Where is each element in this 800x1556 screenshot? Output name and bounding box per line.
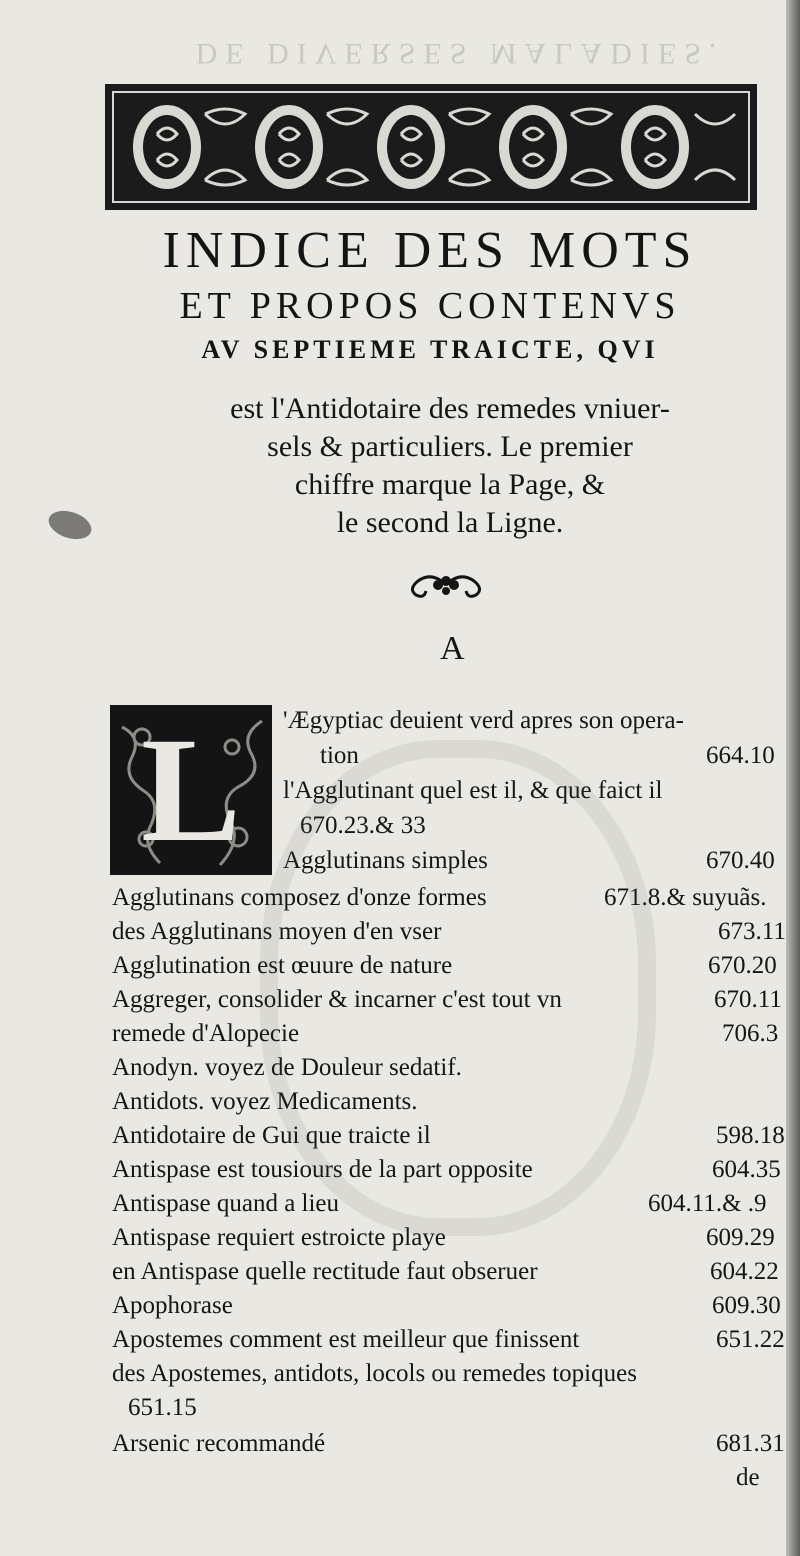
index-entry-ref: 604.22 [710, 1258, 779, 1285]
show-through-running-head: DE DIVERSES MALADIES. [195, 37, 725, 70]
index-entry-text: Agglutinans simples [283, 847, 488, 874]
initial-letter-glyph: L [140, 707, 242, 873]
section-letter: A [440, 630, 465, 667]
index-entry-text: Antidots. voyez Medicaments. [112, 1088, 418, 1115]
subtitle-line: est l'Antidotaire des remedes vniuer- [230, 392, 670, 425]
index-entry-text: 670.23.& 33 [300, 812, 426, 839]
index-entry-text: Agglutination est œuure de nature [112, 952, 453, 979]
index-entry-text: Apostemes comment est meilleur que finissent [112, 1326, 580, 1353]
index-subtitle [150, 390, 750, 542]
title-line-3: AV SEPTIEME TRAICTE, QVI [201, 335, 659, 364]
index-entry-text: remede d'Alopecie [112, 1020, 300, 1047]
show-through-bleed [260, 740, 656, 1236]
index-entry-ref: 604.11.& .9 [648, 1190, 767, 1217]
page-edge-shadow [786, 0, 800, 1556]
index-entry-ref: 604.35 [712, 1156, 781, 1183]
index-entry-text: des Agglutinans moyen d'en vser [112, 918, 442, 945]
index-entry-text: Arsenic recommandé [112, 1430, 326, 1457]
index-entry-text: Antispase est tousiours de la part opposite [112, 1156, 533, 1183]
index-entry-ref: 681.31 [716, 1430, 785, 1457]
index-entry-ref: 706.3 [722, 1020, 779, 1047]
decorated-initial-letter [110, 705, 272, 875]
index-entry-ref: 670.20 [708, 952, 777, 979]
index-entry-ref: 609.30 [712, 1292, 781, 1319]
index-entry-ref: 670.11 [714, 986, 782, 1013]
subtitle-line: le second la Ligne. [336, 506, 564, 539]
catchword: de [736, 1464, 760, 1491]
index-entry-text: 651.15 [128, 1394, 197, 1421]
index-entry-ref: 671.8.& suyuãs. [604, 884, 767, 911]
index-entry-text: en Antispase quelle rectitude faut obseruer [112, 1258, 538, 1285]
index-entry-ref: 651.22 [716, 1326, 785, 1353]
index-entry-text: 'Ægyptiac deuient verd apres son opera- [283, 707, 684, 734]
index-entry-text: Aggreger, consolider & incarner c'est tout vn [112, 986, 562, 1013]
title-line-1: INDICE DES MOTS [162, 222, 698, 279]
index-entry-text: Anodyn. voyez de Douleur sedatif. [112, 1054, 462, 1081]
subtitle-line: chiffre marque la Page, & [294, 468, 606, 501]
index-entry-text: Antidotaire de Gui que traicte il [112, 1122, 431, 1149]
fleuron-ornament [398, 567, 494, 603]
index-entry-text: l'Agglutinant quel est il, & que faict il [283, 777, 663, 804]
index-entry-ref: 670.40 [706, 847, 775, 874]
index-entry-text: tion [320, 742, 359, 769]
index-entry-text: Agglutinans composez d'onze formes [112, 884, 487, 911]
index-entry-text: Apophorase [112, 1292, 233, 1319]
index-title [60, 222, 786, 370]
index-entry-ref: 598.18 [716, 1122, 785, 1149]
ink-stain [45, 506, 95, 544]
subtitle-line: sels & particuliers. Le premier [267, 430, 633, 463]
index-entry-text: des Apostemes, antidots, locols ou remedes topiques [112, 1360, 637, 1387]
index-entry-ref: 664.10 [706, 742, 775, 769]
woodcut-headpiece-ornament [105, 84, 757, 210]
title-line-2: ET PROPOS CONTENVS [179, 285, 681, 327]
index-entry-text: Antispase quand a lieu [112, 1190, 340, 1217]
index-entry-text: Antispase requiert estroicte playe [112, 1224, 446, 1251]
index-entry-ref: 673.11 [718, 918, 786, 945]
index-entry-ref: 609.29 [706, 1224, 775, 1251]
